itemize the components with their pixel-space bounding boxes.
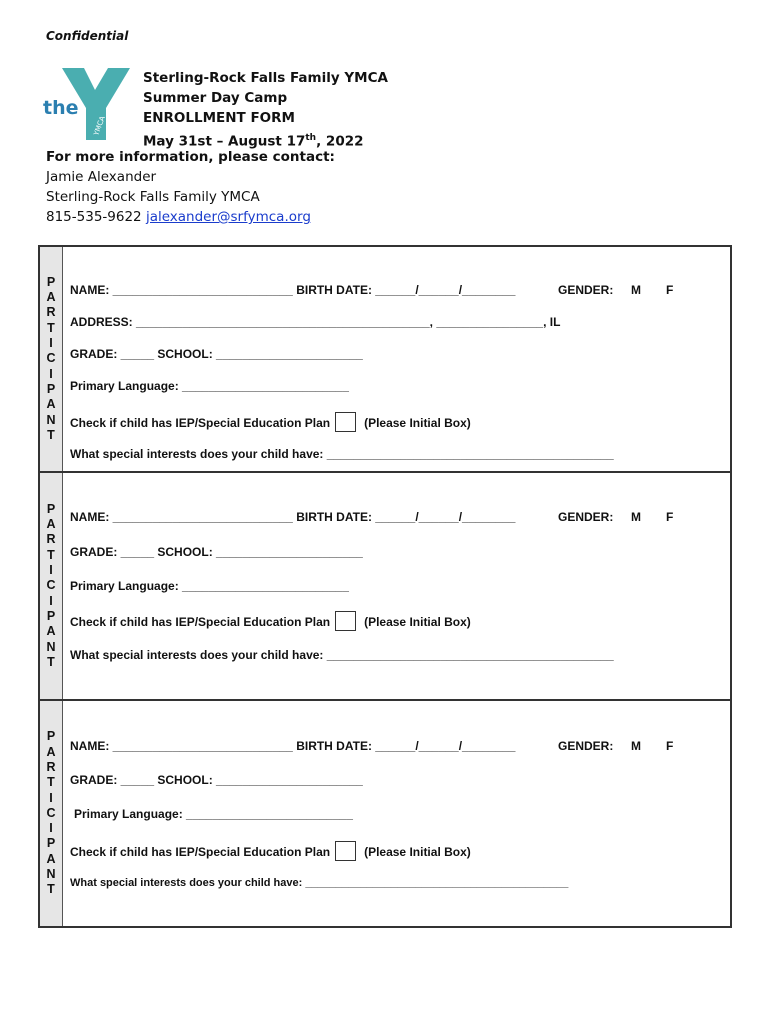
contact-phone: 815-535-9622 <box>46 209 142 225</box>
iep-row <box>70 412 471 432</box>
participant-section-1 <box>38 245 732 473</box>
iep-initial-box[interactable] <box>335 841 356 861</box>
gender-label: GENDER: <box>558 510 614 524</box>
ymca-logo <box>40 64 134 144</box>
svg-text:YMCA: YMCA <box>92 115 107 137</box>
primary-language-field[interactable]: Primary Language: _________________________ <box>70 579 349 593</box>
iep-row <box>70 611 471 631</box>
participant-section-3 <box>38 699 732 928</box>
iep-label: Check if child has IEP/Special Education Plan <box>70 615 331 629</box>
initial-instruction: (Please Initial Box) <box>364 416 471 430</box>
svg-text:the: the <box>43 97 79 119</box>
initial-instruction: (Please Initial Box) <box>364 845 471 859</box>
gender-m-option[interactable]: M <box>631 283 641 297</box>
confidential-label: Confidential <box>46 29 129 43</box>
contact-heading: For more information, please contact: <box>46 149 335 165</box>
primary-language-field[interactable]: Primary Language: _________________________ <box>74 807 353 821</box>
name-birthdate-field[interactable]: NAME: ___________________________ BIRTH DATE: ______/______/________ <box>70 739 516 753</box>
org-name: Sterling-Rock Falls Family YMCA <box>143 70 388 86</box>
participant-sidebar: P A R T I C I P A N T <box>40 247 63 471</box>
participant-sidebar: P A R T I C I P A N T <box>40 473 63 699</box>
gender-f-option[interactable]: F <box>666 510 674 524</box>
iep-label: Check if child has IEP/Special Education Plan <box>70 416 331 430</box>
address-field[interactable]: ADDRESS: ____________________________________________, ________________, IL <box>70 315 561 329</box>
special-interests-field[interactable]: What special interests does your child have: ___________________________________________ <box>70 648 614 662</box>
participant-section-2 <box>38 471 732 701</box>
contact-phone-email <box>46 207 335 227</box>
program-dates: May 31st – August 17th, 2022 <box>143 133 364 150</box>
program-name: Summer Day Camp <box>143 90 288 106</box>
gender-m-option[interactable]: M <box>631 510 641 524</box>
form-title: ENROLLMENT FORM <box>143 110 295 126</box>
gender-label: GENDER: <box>558 283 614 297</box>
grade-school-field[interactable]: GRADE: _____ SCHOOL: ______________________ <box>70 773 363 787</box>
form-header <box>143 68 388 152</box>
special-interests-field[interactable]: What special interests does your child have: ___________________________________________ <box>70 447 614 461</box>
grade-school-field[interactable]: GRADE: _____ SCHOOL: ______________________ <box>70 545 363 559</box>
name-birthdate-field[interactable]: NAME: ___________________________ BIRTH DATE: ______/______/________ <box>70 283 516 297</box>
grade-school-field[interactable]: GRADE: _____ SCHOOL: ______________________ <box>70 347 363 361</box>
special-interests-field[interactable]: What special interests does your child have: ___________________________________________ <box>70 877 569 889</box>
gender-f-option[interactable]: F <box>666 283 674 297</box>
contact-email-link[interactable]: jalexander@srfymca.org <box>145 209 311 225</box>
contact-name: Jamie Alexander <box>46 169 157 185</box>
contact-info <box>46 147 335 227</box>
gender-f-option[interactable]: F <box>666 739 674 753</box>
gender-label: GENDER: <box>558 739 614 753</box>
initial-instruction: (Please Initial Box) <box>364 615 471 629</box>
gender-m-option[interactable]: M <box>631 739 641 753</box>
iep-initial-box[interactable] <box>335 412 356 432</box>
participant-sidebar: P A R T I C I P A N T <box>40 701 63 926</box>
contact-org: Sterling-Rock Falls Family YMCA <box>46 189 260 205</box>
name-birthdate-field[interactable]: NAME: ___________________________ BIRTH DATE: ______/______/________ <box>70 510 516 524</box>
primary-language-field[interactable]: Primary Language: _________________________ <box>70 379 349 393</box>
iep-label: Check if child has IEP/Special Education Plan <box>70 845 331 859</box>
iep-initial-box[interactable] <box>335 611 356 631</box>
iep-row <box>70 841 471 861</box>
